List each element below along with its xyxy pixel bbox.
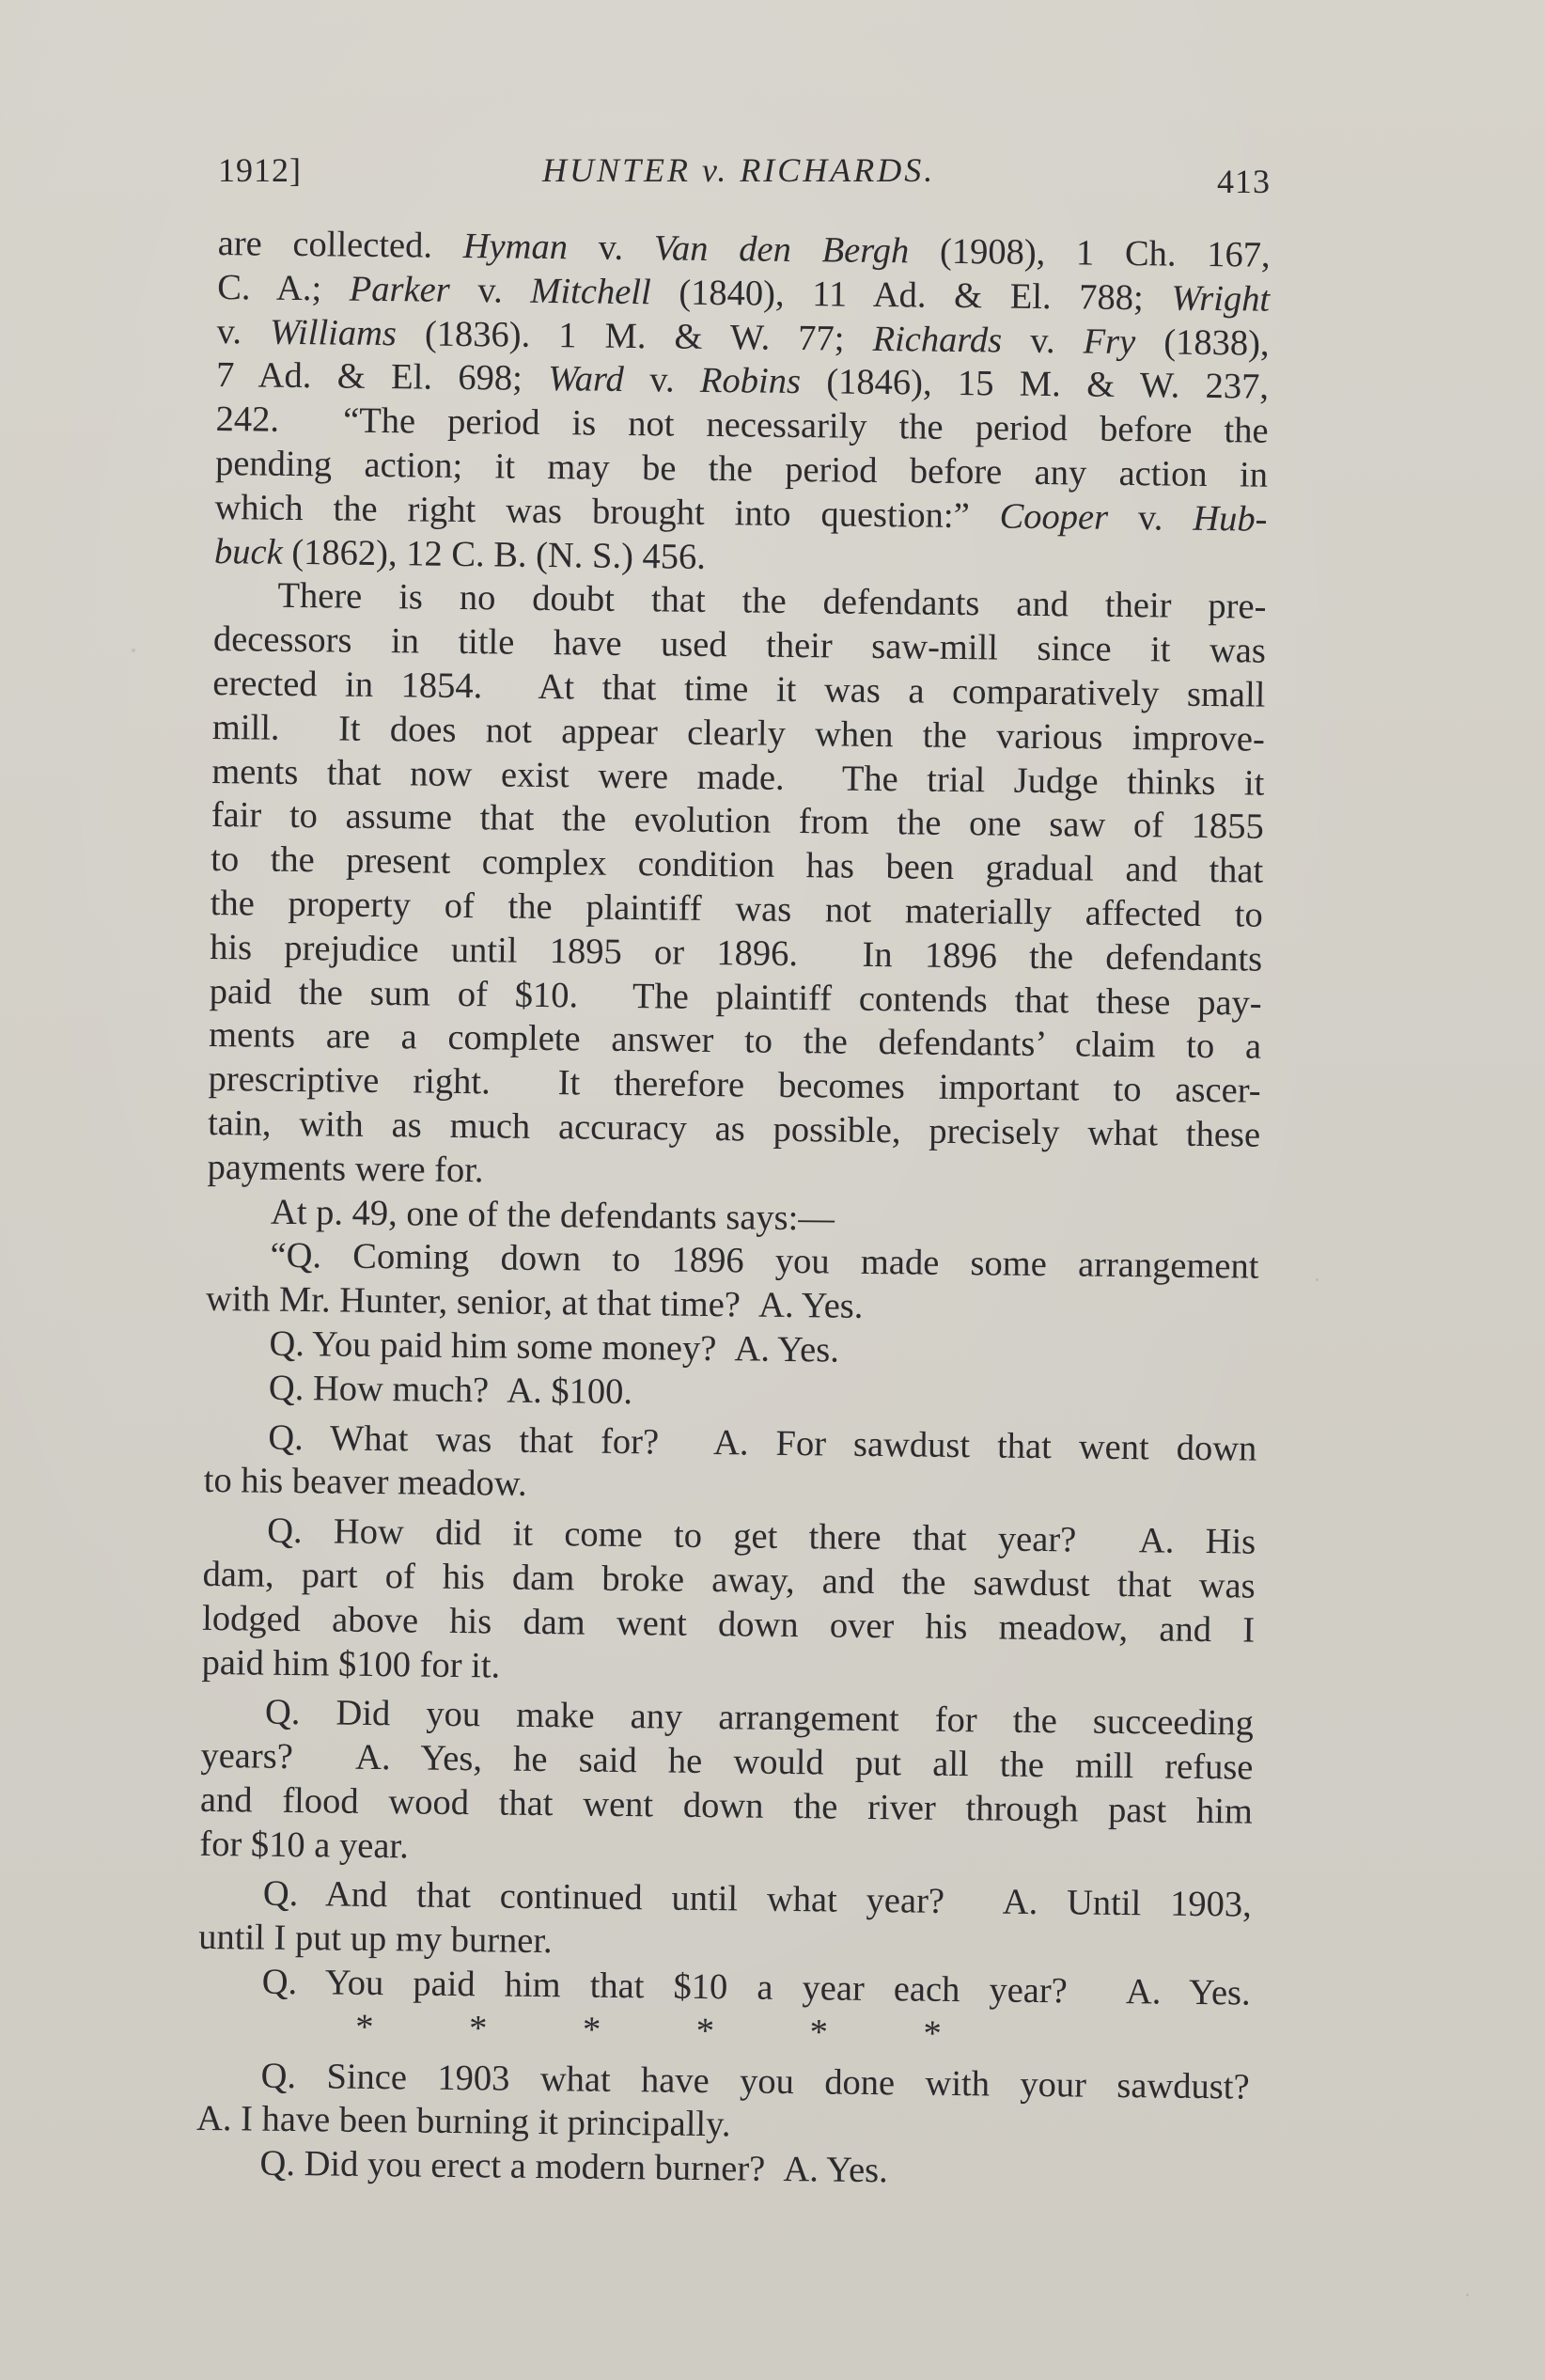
text-line: v. Williams (1836). 1 M. & W. 77; Richards v. Fry (1838), — [216, 311, 1270, 364]
text-line: Q. What was that for? A. For sawdust that went down — [268, 1417, 1257, 1469]
paper-spot — [132, 649, 135, 652]
text-line: prescriptive right. It therefore becomes important to ascer- — [208, 1059, 1261, 1111]
text-line: Q. Did you erect a modern burner? A. Yes. — [259, 2143, 889, 2191]
text-line: payments were for. — [207, 1147, 484, 1191]
text-line: to the present complex condition has been gradual and that — [211, 839, 1264, 891]
text-line: Q. How did it come to get there that year? A. His — [266, 1511, 1256, 1562]
text-line: to his beaver meadow. — [203, 1461, 527, 1505]
text-line: tain, with as much accuracy as possible, precisely what these — [207, 1103, 1261, 1155]
text-line: C. A.; Parker v. Mitchell (1840), 11 Ad. & El. 788; Wright — [216, 267, 1271, 320]
text-line: and flood wood that went down the river through past him — [199, 1779, 1254, 1832]
text-line: lodged above his dam went down over his meadow, and I — [201, 1598, 1256, 1651]
text-line: the property of the plaintiff was not materially affected to — [210, 883, 1263, 935]
text-line: are collected. Hyman v. Van den Bergh (1908), 1 Ch. 167, — [217, 223, 1271, 275]
text-line: Q. Since 1903 what have you done with your sawdust? — [260, 2056, 1250, 2107]
text-line: with Mr. Hunter, senior, at that time? A. Yes. — [205, 1279, 864, 1326]
text-line: ments that now exist were made. The trial Judge thinks it — [211, 751, 1265, 804]
text-line: Q. Did you make any arrangement for the succeeding — [264, 1692, 1255, 1744]
text-line: erected in 1854. At that time it was a comparatively small — [212, 663, 1266, 715]
text-line: his prejudice until 1895 or 1896. In 1896 the defendants — [210, 927, 1263, 979]
text-line: paid him $100 for it. — [201, 1642, 501, 1686]
running-header — [218, 150, 1271, 207]
text-line: until I put up my burner. — [198, 1918, 553, 1962]
page-number: 413 — [1217, 163, 1271, 200]
paper-spot — [1466, 2294, 1469, 2296]
text-line: Q. And that continued until what year? A. Until 1903, — [262, 1874, 1252, 1926]
running-title: HUNTER v. RICHARDS. — [542, 151, 936, 189]
text-line: “Q. Coming down to 1896 you made some arrangement — [270, 1236, 1259, 1287]
text-line: ments are a complete answer to the defendants’ claim to a — [208, 1015, 1262, 1067]
header-year: 1912] — [218, 151, 302, 189]
text-line: 242. “The period is not necessarily the period before the — [215, 399, 1269, 451]
text-line: dam, part of his dam broke away, and the sawdust that was — [202, 1554, 1256, 1606]
text-line: decessors in title have used their saw-mill since it was — [212, 619, 1267, 671]
text-line: paid the sum of $10. The plaintiff contends that these pay- — [209, 971, 1262, 1024]
text-line: fair to assume that the evolution from the one saw of 1855 — [211, 795, 1265, 848]
text-line: years? A. Yes, he said he would put all the mill refuse — [200, 1735, 1254, 1788]
page-body-text — [195, 222, 1271, 2198]
text-line: which the right was brought into question:” Cooper v. Hub- — [214, 487, 1268, 540]
text-line: Q. You paid him that $10 a year each year? A. Yes. — [261, 1962, 1251, 2013]
text-line: buck (1862), 12 C. B. (N. S.) 456. — [213, 531, 707, 577]
text-line: A. I have been burning it principally. — [195, 2099, 731, 2145]
text-line: There is no doubt that the defendants and their pre- — [277, 576, 1267, 628]
text-line: for $10 a year. — [199, 1824, 410, 1867]
text-line: mill. It does not appear clearly when the various improve- — [211, 707, 1266, 759]
text-line: Q. You paid him some money? A. Yes. — [269, 1323, 840, 1370]
text-line: 7 Ad. & El. 698; Ward v. Robins (1846), 15 M. & W. 237, — [215, 355, 1270, 408]
section-break-asterisks: * * * * * * — [354, 2007, 943, 2054]
text-line: Q. How much? A. $100. — [268, 1368, 633, 1412]
text-line: At p. 49, one of the defendants says:— — [270, 1192, 835, 1239]
text-line: pending action; it may be the period before any action in — [214, 443, 1269, 495]
paper-spot — [1316, 1278, 1319, 1281]
